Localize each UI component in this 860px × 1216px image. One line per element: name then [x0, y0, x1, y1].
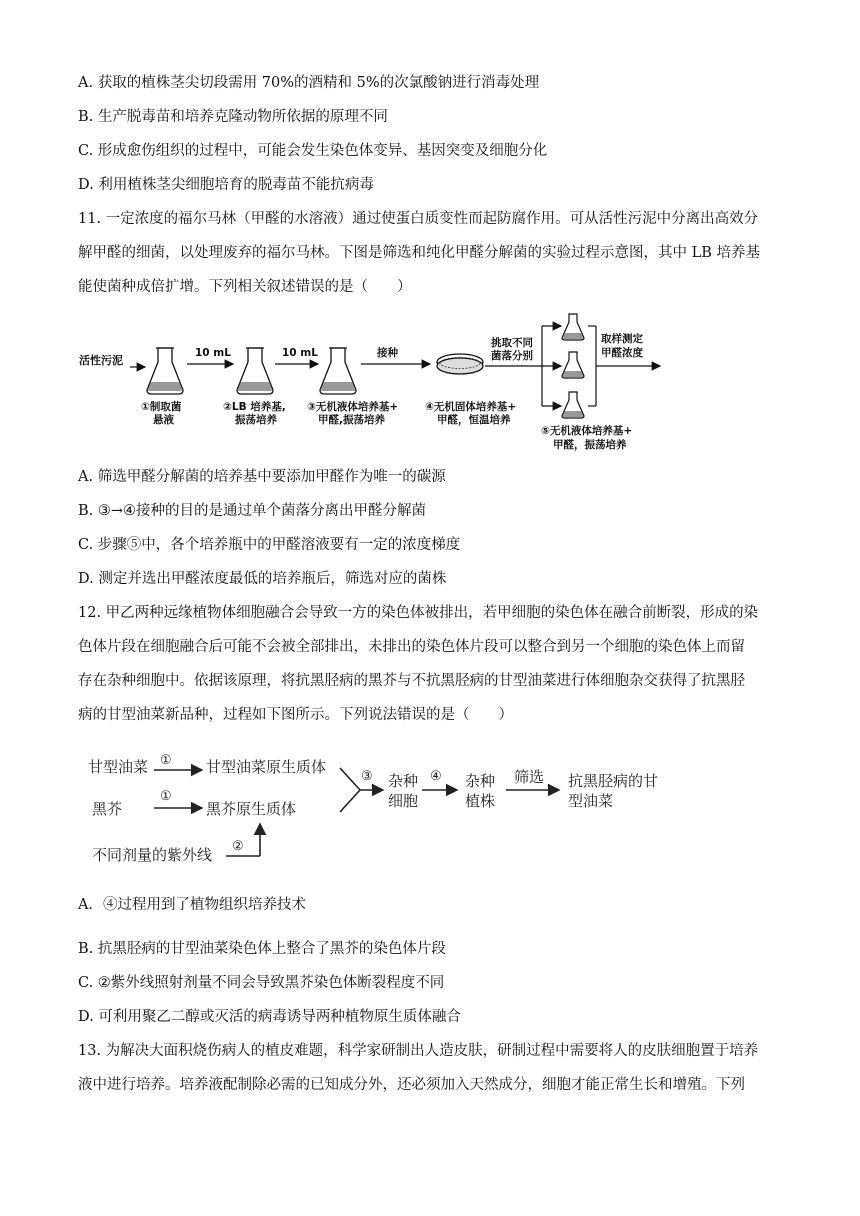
result-label-1: 抗黑胫病的甘 — [568, 772, 659, 790]
flask-5c-icon — [562, 392, 584, 418]
step1-label-2: 悬液 — [153, 414, 174, 426]
plant2-label: 黑芥 — [92, 800, 123, 818]
hybrid-cell-label-2: 细胞 — [388, 792, 419, 810]
q10-option-c: C. 形成愈伤组织的过程中，可能会发生染色体变异、基因突变及细胞分化 — [78, 143, 548, 159]
volume-label-1: 10 mL — [195, 347, 231, 359]
proto2-label: 黑芥原生质体 — [206, 800, 297, 818]
q12-option-a: A．④过程用到了植物组织培养技术 — [78, 897, 306, 913]
step2-label-1: ②LB 培养基, — [223, 401, 286, 413]
flask-3-icon — [320, 348, 356, 394]
hybrid-plant-label-1: 杂种 — [465, 772, 496, 790]
q10-option-a: A. 获取的植株茎尖切段需用 70%的酒精和 5%的次氯酸钠进行消毒处理 — [78, 75, 540, 91]
q13-stem-line-2: 液中进行培养。培养液配制除必需的已知成分外，还必须加入天然成分，细胞才能正常生长和增殖。下列 — [78, 1077, 745, 1093]
measure-label-1: 取样测定 — [601, 333, 643, 345]
pick-label-2: 菌落分别 — [491, 350, 533, 362]
step2-label-2: 振荡培养 — [235, 414, 277, 426]
result-label-2: 型油菜 — [568, 792, 614, 810]
q11-stem-line-1: 11. 一定浓度的福尔马林（甲醛的水溶液）通过使蛋白质变性而起防腐作用。可从活性污泥中分离出高效分 — [78, 211, 759, 227]
q12-stem-line-2: 色体片段在细胞融合后可能不会被全部排出，未排出的染色体片段可以整合到另一个细胞的染色体上而留 — [78, 639, 745, 655]
circle3-label: ③ — [361, 769, 373, 784]
q12-option-c: C. ②紫外线照射剂量不同会导致黑芥染色体断裂程度不同 — [78, 975, 445, 991]
step3-label-1: ③无机液体培养基+ — [307, 401, 399, 413]
q11-option-a: A. 筛选甲醛分解菌的培养基中要添加甲醛作为唯一的碳源 — [78, 469, 446, 485]
volume-label-2: 10 mL — [282, 347, 318, 359]
uv-label: 不同剂量的紫外线 — [92, 846, 213, 864]
step3-label-2: 甲醛,振荡培养 — [318, 414, 385, 426]
inoculate-label: 接种 — [377, 347, 398, 359]
q10-option-b: B. 生产脱毒苗和培养克隆动物所依据的原理不同 — [78, 109, 388, 125]
hybrid-cell-label-1: 杂种 — [388, 772, 419, 790]
step5-label-2: 甲醛，振荡培养 — [553, 439, 627, 451]
q11-option-c: C. 步骤⑤中，各个培养瓶中的甲醛溶液要有一定的浓度梯度 — [78, 537, 461, 553]
circle1a-label: ① — [160, 753, 172, 768]
q12-fusion-diagram — [84, 742, 684, 874]
step4-label-1: ④无机固体培养基+ — [425, 401, 517, 413]
q11-stem-line-2: 解甲醛的细菌，以处理废弃的福尔马林。下图是筛选和纯化甲醛分解菌的实验过程示意图，其中 LB 培养基 — [78, 245, 760, 261]
flask-5b-icon — [562, 352, 584, 378]
flask-5a-icon — [562, 314, 584, 340]
pick-label-1: 挑取不同 — [491, 337, 533, 349]
step5-label-1: ⑤无机液体培养基+ — [541, 425, 633, 437]
step1-label-1: ①制取菌 — [141, 401, 182, 413]
flask-1-icon — [147, 348, 183, 394]
petri-dish-icon — [437, 354, 483, 374]
q12-stem-line-3: 存在杂种细胞中。依据该原理，将抗黑胫病的黑芥与不抗黑胫病的甘型油菜进行体细胞杂交获得了抗黑胫 — [78, 673, 745, 689]
q11-source-label: 活性污泥 — [79, 354, 123, 367]
q12-stem-line-1: 12. 甲乙两种远缘植物体细胞融合会导致一方的染色体被排出，若甲细胞的染色体在融合前断裂，形成的染 — [78, 605, 759, 621]
measure-label-2: 甲醛浓度 — [601, 347, 643, 359]
q11-experiment-diagram — [75, 312, 675, 457]
circle4-label: ④ — [430, 769, 442, 784]
q11-option-d: D. 测定并选出甲醛浓度最低的培养瓶后，筛选对应的菌株 — [78, 571, 447, 587]
q11-option-b: B. ③→④接种的目的是通过单个菌落分离出甲醛分解菌 — [78, 503, 427, 519]
circle2-label: ② — [232, 839, 244, 854]
q13-stem-line-1: 13. 为解决大面积烧伤病人的植皮难题，科学家研制出人造皮肤，研制过程中需要将人的皮肤细胞置于培养 — [78, 1043, 759, 1059]
q11-stem-line-3: 能使菌种成倍扩增。下列相关叙述错误的是（ ） — [78, 279, 412, 295]
hybrid-plant-label-2: 植株 — [465, 792, 496, 810]
q12-option-d: D. 可利用聚乙二醇或灭活的病毒诱导两种植物原生质体融合 — [78, 1009, 461, 1025]
q10-option-d: D. 利用植株茎尖细胞培育的脱毒苗不能抗病毒 — [78, 177, 374, 193]
step4-label-2: 甲醛，恒温培养 — [437, 414, 511, 426]
q12-stem-line-4: 病的甘型油菜新品种，过程如下图所示。下列说法错误的是（ ） — [78, 707, 513, 723]
circle1b-label: ① — [160, 789, 172, 804]
q12-option-b: B. 抗黑胫病的甘型油菜染色体上整合了黑芥的染色体片段 — [78, 941, 446, 957]
screen-label: 筛选 — [514, 768, 545, 786]
proto1-label: 甘型油菜原生质体 — [206, 758, 327, 776]
flask-2-icon — [237, 348, 273, 394]
plant1-label: 甘型油菜 — [88, 758, 149, 776]
